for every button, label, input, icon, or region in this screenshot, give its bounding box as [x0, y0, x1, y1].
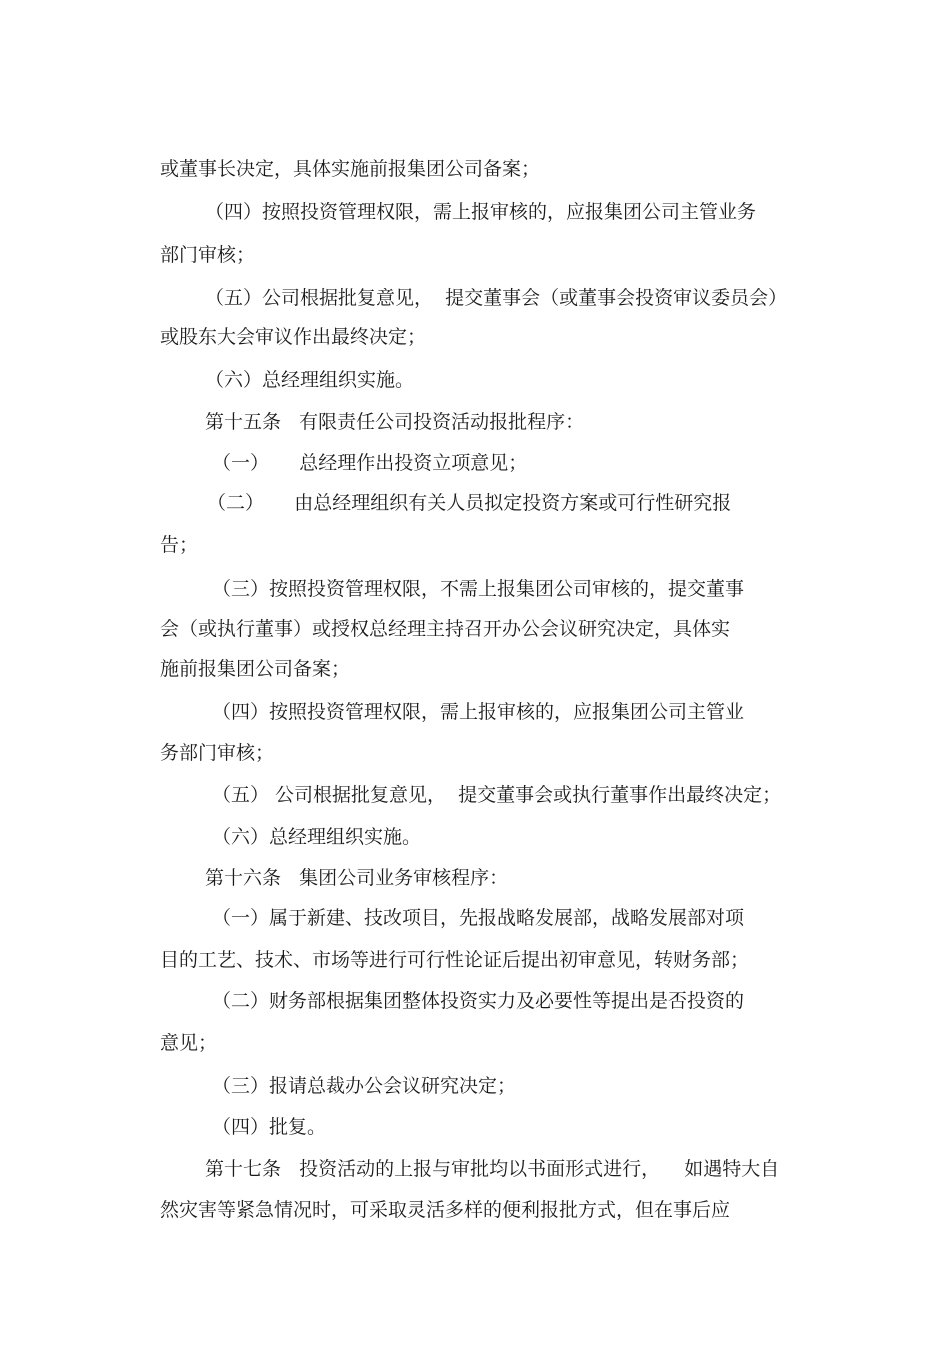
- text-line-3: 部门审核；: [160, 244, 256, 266]
- text-line-4: （五）公司根据批复意见， 提交董事会（或董事会投资审议委员会）: [205, 287, 788, 309]
- text-line-21: （二）财务部根据集团整体投资实力及必要性等提出是否投资的: [212, 990, 745, 1012]
- text-line-15: 务部门审核；: [160, 742, 275, 764]
- text-line-18: 第十六条 集团公司业务审核程序：: [205, 867, 509, 889]
- text-line-10: 告；: [160, 534, 199, 556]
- text-line-8: （一） 总经理作出投资立项意见；: [212, 452, 528, 474]
- text-line-14: （四）按照投资管理权限，需上报审核的，应报集团公司主管业: [212, 701, 745, 723]
- text-line-1: 或董事长决定，具体实施前报集团公司备案；: [160, 158, 541, 180]
- text-line-13: 施前报集团公司备案；: [160, 658, 351, 680]
- text-line-2: （四）按照投资管理权限，需上报审核的，应报集团公司主管业务: [205, 201, 757, 223]
- text-line-12: 会（或执行董事）或授权总经理主持召开办公会议研究决定，具体实: [160, 618, 731, 640]
- text-line-16: （五） 公司根据批复意见， 提交董事会或执行董事作出最终决定；: [212, 784, 782, 806]
- text-line-9: （二） 由总经理组织有关人员拟定投资方案或可行性研究报: [207, 492, 732, 514]
- text-line-22: 意见；: [160, 1032, 218, 1054]
- text-line-17: （六）总经理组织实施。: [212, 826, 422, 848]
- text-line-19: （一）属于新建、技改项目，先报战略发展部，战略发展部对项: [212, 907, 745, 929]
- text-line-26: 然灾害等紧急情况时，可采取灵活多样的便利报批方式，但在事后应: [160, 1199, 731, 1221]
- text-line-25: 第十七条 投资活动的上报与审批均以书面形式进行， 如遇特大自: [205, 1158, 780, 1180]
- text-line-20: 目的工艺、技术、市场等进行可行性论证后提出初审意见，转财务部；: [160, 949, 750, 971]
- text-line-6: （六）总经理组织实施。: [205, 369, 415, 391]
- text-line-7: 第十五条 有限责任公司投资活动报批程序：: [205, 411, 585, 433]
- text-line-23: （三）报请总裁办公会议研究决定；: [212, 1075, 517, 1097]
- text-line-24: （四）批复。: [212, 1116, 327, 1138]
- text-line-5: 或股东大会审议作出最终决定；: [160, 326, 427, 348]
- text-line-11: （三）按照投资管理权限，不需上报集团公司审核的，提交董事: [212, 578, 745, 600]
